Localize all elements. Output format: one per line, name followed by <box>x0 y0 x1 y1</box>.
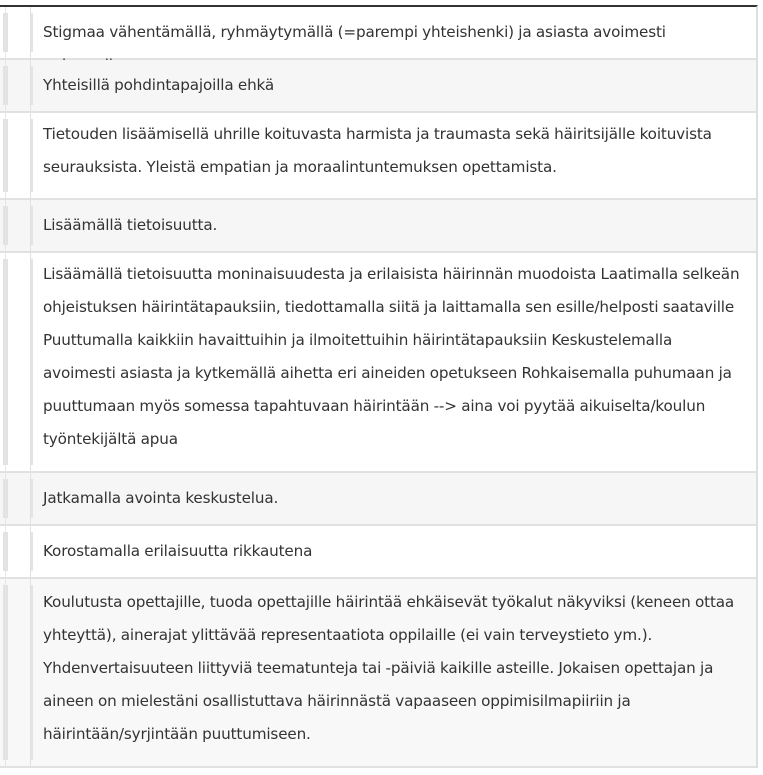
row-index-cell <box>5 113 30 198</box>
response-cell: Koulutusta opettajille, tuoda opettajille häirintää ehkäisevät työkalut näkyviksi (keneen ottaa yhteyttä), ainerajat ylittävää representaatiota oppilaille (ei vain terveystieto ym.). Yhdenvertaisuuteen liittyviä teematunteja tai -päiviä kaikille asteille. Jokaisen opettajan ja aineen on mielestäni osallistuttava häirinnästä vapaaseen oppimisilmapiiriin ja häirintään/syrjintään puuttumiseen. <box>30 579 756 766</box>
response-cell: Stigmaa vähentämällä, ryhmäytymällä (=parempi yhteishenki) ja asiasta avoimesti <box>30 7 756 58</box>
row-index-cell <box>5 579 30 766</box>
row-index-cell <box>5 200 30 251</box>
table-row <box>0 60 756 113</box>
row-index-cell <box>5 60 30 111</box>
response-cell: Lisäämällä tietoisuutta moninaisuudesta ja erilaisista häirinnän muodoista Laatimalla selkeän ohjeistuksen häirintätapauksiin, tiedottamalla siitä ja laittamalla sen esille/helposti saataville Puuttumalla kaikkiin havaittuihin ja ilmoitettuihin häirintätapauksiin Keskustelemalla avoimesti asiasta ja kytkemällä aihetta eri aineiden opetukseen Rohkaisemalla puhumaan ja puuttumaan myös somessa tapahtuvaan häirintään --> aina voi pyytää aikuiselta/koulun työntekijältä apua <box>30 253 756 471</box>
response-cell: Jatkamalla avointa keskustelua. <box>30 473 756 524</box>
row-index-cell <box>5 253 30 471</box>
response-cell: Korostamalla erilaisuutta rikkautena <box>30 526 756 577</box>
table-row <box>0 253 756 473</box>
table-row <box>0 113 756 200</box>
row-index-cell <box>5 473 30 524</box>
response-cell: Tietouden lisäämisellä uhrille koituvasta harmista ja traumasta sekä häiritsijälle koituvista seurauksista. Yleistä empatian ja moraalintuntemuksen opettamista. <box>30 113 756 198</box>
response-cell: Lisäämällä tietoisuutta. <box>30 200 756 251</box>
table-row <box>0 473 756 526</box>
row-index-cell <box>5 526 30 577</box>
table-row <box>0 526 756 579</box>
table-row <box>0 7 756 60</box>
responses-table <box>0 5 758 768</box>
table-row <box>0 200 756 253</box>
table-row <box>0 579 756 768</box>
response-cell: Yhteisillä pohdintapajoilla ehkä <box>30 60 756 111</box>
row-index-cell <box>5 7 30 58</box>
